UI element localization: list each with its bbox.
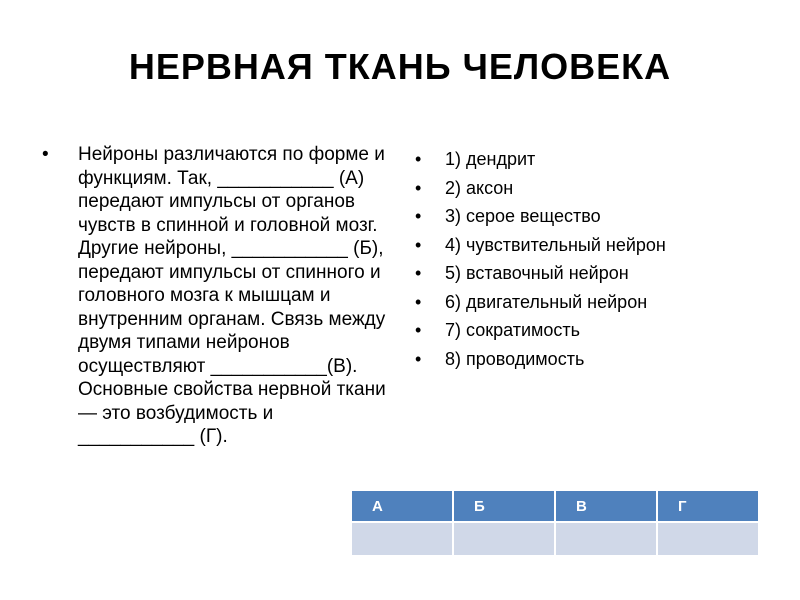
bullet-icon: • <box>415 291 422 312</box>
task-text-item <box>42 143 390 449</box>
answer-table <box>350 489 760 557</box>
bullet-icon: • <box>415 149 422 169</box>
answer-header-a: А <box>351 490 453 522</box>
options-list <box>415 145 775 373</box>
bullet-icon: • <box>415 320 422 340</box>
answer-cell-a[interactable] <box>351 522 453 556</box>
option-item <box>415 345 775 374</box>
option-item <box>415 145 775 174</box>
options-list-block <box>415 145 775 373</box>
option-label: 1) дендрит <box>445 149 536 169</box>
option-label: 2) аксон <box>445 177 514 198</box>
option-label: 3) серое вещество <box>445 206 601 226</box>
slide-title: НЕРВНАЯ ТКАНЬ ЧЕЛОВЕКА <box>128 46 672 87</box>
option-item <box>415 202 775 231</box>
bullet-icon: • <box>415 234 422 255</box>
bullet-icon: • <box>415 206 422 226</box>
task-text: Нейроны различаются по форме и функциям. Так, ___________ (А) передают импульсы от органов чувств в спинной и головной мозг. Другие нейроны, ___________ (Б), передают импульсы от спинного и головного мозга к мышцам и внутренним органам. Связь между двумя типами нейронов осуществляют ___________(В). Основные свойства нервной ткани — это возбудимость и ___________ (Г). <box>78 144 386 447</box>
answer-cell-g[interactable] <box>657 522 759 556</box>
bullet-icon: • <box>415 263 422 283</box>
answer-table-row <box>351 522 759 556</box>
bullet-icon: • <box>415 348 422 369</box>
answer-cell-b[interactable] <box>453 522 555 556</box>
option-item <box>415 231 775 260</box>
option-item <box>415 259 775 288</box>
option-label: 6) двигательный нейрон <box>445 291 648 312</box>
option-item <box>415 174 775 203</box>
answer-cell-v[interactable] <box>555 522 657 556</box>
task-text-block <box>42 143 390 449</box>
option-label: 5) вставочный нейрон <box>445 263 629 283</box>
option-item <box>415 316 775 345</box>
bullet-icon: • <box>415 177 422 198</box>
option-label: 7) сократимость <box>445 320 581 340</box>
answer-header-g: Г <box>657 490 759 522</box>
option-item <box>415 288 775 317</box>
option-label: 4) чувствительный нейрон <box>445 234 666 255</box>
option-label: 8) проводимость <box>445 348 585 369</box>
answer-header-v: В <box>555 490 657 522</box>
answer-table-header-row <box>351 490 759 522</box>
bullet-icon: • <box>42 144 49 165</box>
answer-header-b: Б <box>453 490 555 522</box>
